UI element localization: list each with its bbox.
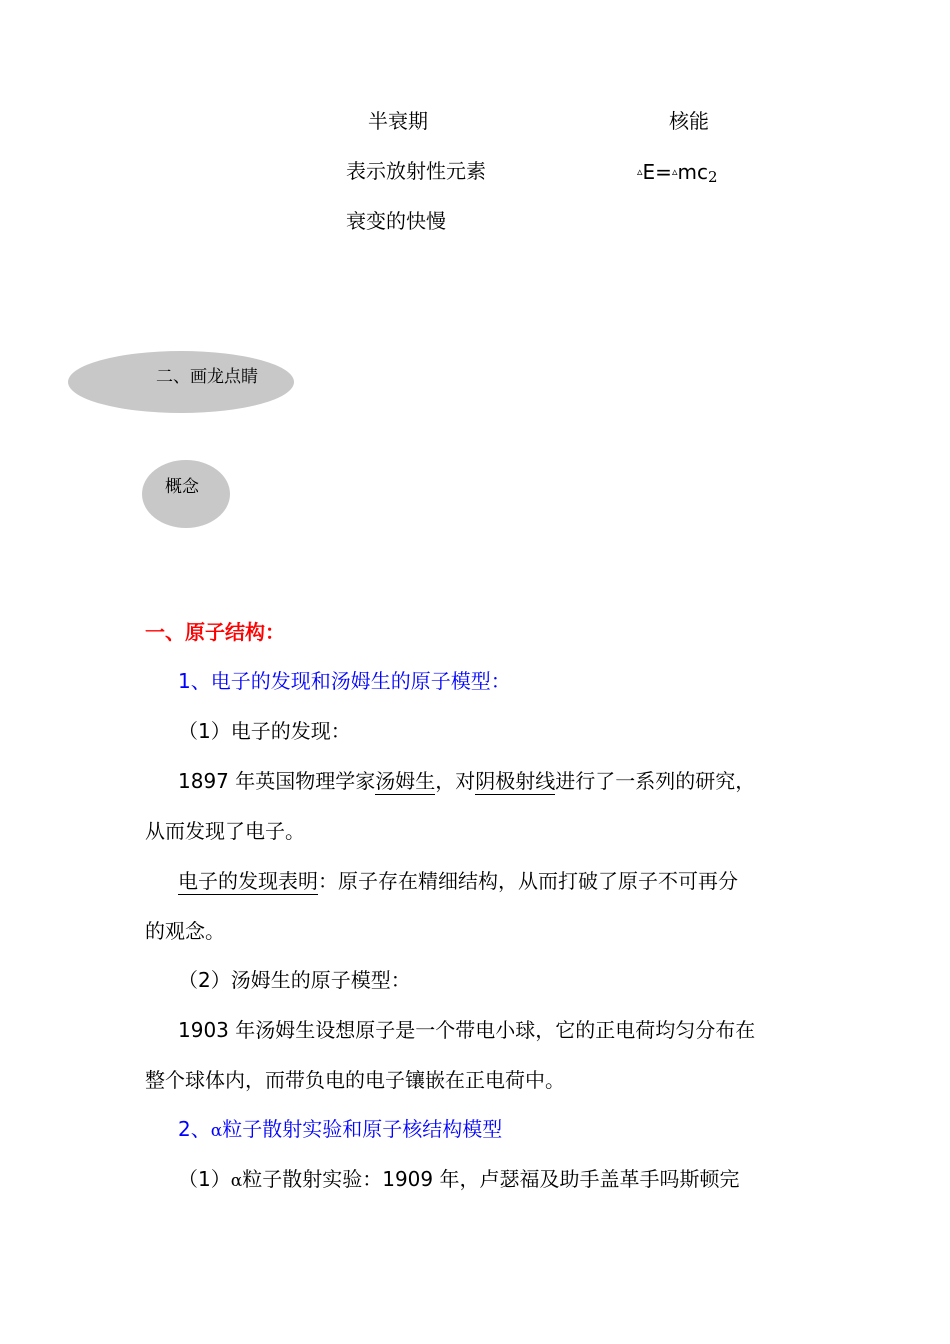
section-two-label: 二、画龙点睛 xyxy=(156,367,258,387)
text-span: 2、 xyxy=(178,1117,211,1141)
underlined-cathode-ray: 阴极射线 xyxy=(475,769,556,793)
paragraph-2-line2: 的观念。 xyxy=(145,919,225,943)
concept-label: 概念 xyxy=(165,477,199,497)
paragraph-1-line2: 从而发现了电子。 xyxy=(145,819,305,843)
formula-mc: mc xyxy=(677,160,708,184)
alpha-symbol: α xyxy=(230,1171,243,1191)
subsection-1-part2-label: （2）汤姆生的原子模型： xyxy=(178,968,411,992)
text-span: 1897 年英国物理学家 xyxy=(178,769,376,793)
subsection-2-part1-line xyxy=(178,1165,739,1195)
delta-symbol: ▵ xyxy=(637,165,643,178)
paragraph-1-line1 xyxy=(178,767,755,795)
paragraph-3-line1: 1903 年汤姆生设想原子是一个带电小球，它的正电荷均匀分布在 xyxy=(178,1018,756,1042)
subsection-2-title xyxy=(178,1115,502,1145)
subsection-1-part1-label: （1）电子的发现： xyxy=(178,719,351,743)
delta-symbol: ▵ xyxy=(671,165,678,178)
formula-subscript: 2 xyxy=(707,168,718,186)
text-span: ：原子存在精细结构，从而打破了原子不可再分 xyxy=(318,869,738,893)
text-span: ，对 xyxy=(435,769,476,793)
mass-energy-formula xyxy=(637,158,718,191)
alpha-symbol: α xyxy=(210,1121,223,1141)
half-life-desc-line1: 表示放射性元素 xyxy=(346,159,486,183)
half-life-desc-line2: 衰变的快慢 xyxy=(346,209,446,233)
subsection-1-title: 1、电子的发现和汤姆生的原子模型： xyxy=(178,669,511,693)
underlined-thomson: 汤姆生 xyxy=(375,769,436,793)
text-span: 粒子散射实验：1909 年，卢瑟福及助手盖革手吗斯顿完 xyxy=(242,1167,740,1191)
section-title: 一、原子结构： xyxy=(145,620,285,644)
text-span: 粒子散射实验和原子核结构模型 xyxy=(222,1117,503,1141)
text-span: 进行了一系列的研究， xyxy=(555,769,756,793)
formula-e-eq: E= xyxy=(642,160,672,184)
paragraph-2-line1 xyxy=(178,867,738,895)
paragraph-3-line2: 整个球体内，而带负电的电子镶嵌在正电荷中。 xyxy=(145,1068,565,1092)
nuclear-energy-header: 核能 xyxy=(669,109,709,133)
half-life-header: 半衰期 xyxy=(368,109,428,133)
underlined-electron-discovery: 电子的发现表明 xyxy=(178,869,318,893)
text-span: （1） xyxy=(178,1167,231,1191)
